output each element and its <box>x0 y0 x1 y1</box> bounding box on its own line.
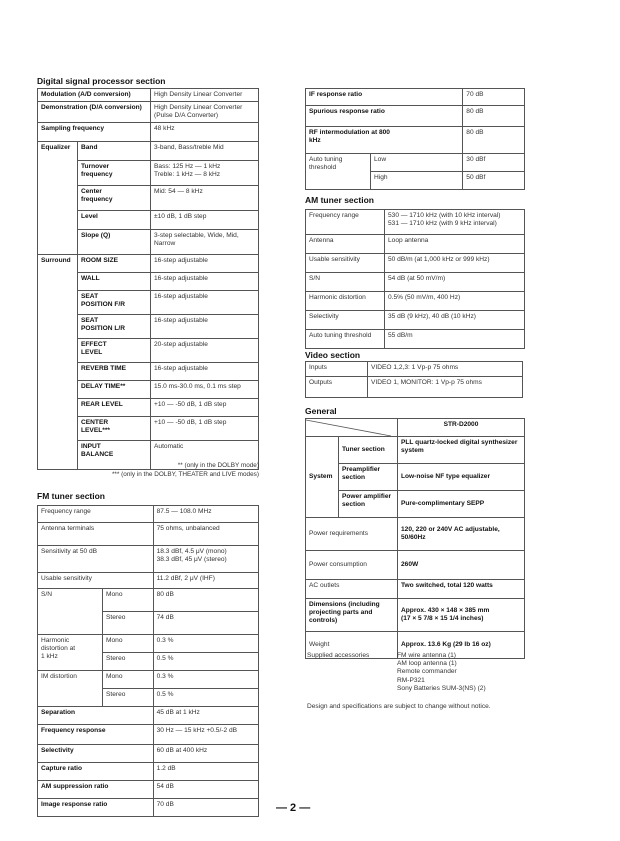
spec-value: 80 dB <box>463 127 525 154</box>
spec-value: 80 dB <box>463 106 525 127</box>
spec-label: Demonstration (D/A conversion) <box>38 101 151 122</box>
table-row <box>306 551 525 580</box>
spec-label: Slope (Q) <box>78 229 151 254</box>
spec-value: High Density Linear Converter <box>151 89 259 102</box>
spec-label: Outputs <box>306 377 368 398</box>
spec-label: Power consumption <box>306 551 398 580</box>
spec-value: 60 dB at 400 kHz <box>153 745 258 763</box>
table-row <box>38 523 259 546</box>
spec-label: Power requirements <box>306 518 398 551</box>
spec-label: Sampling frequency <box>38 122 151 141</box>
spec-value: 30 Hz — 15 kHz +0.5/-2 dB <box>153 725 258 745</box>
spec-label: REVERB TIME <box>78 362 151 380</box>
spec-value: 16-step adjustable <box>151 362 259 380</box>
spec-label: Usable sensitivity <box>38 573 154 589</box>
spec-group-label: System <box>306 437 339 518</box>
table-row <box>38 89 259 102</box>
spec-label: S/N <box>306 273 385 292</box>
spec-label: Capture ratio <box>38 763 154 781</box>
spec-value: 3-band, Bass/treble Mid <box>151 141 259 160</box>
spec-value: 45 dB at 1 kHz <box>153 707 258 725</box>
accessories-list: FM wire antenna (1) AM loop antenna (1) Remote commander RM-P321 Sony Batteries SUM-3(NS) (2) <box>397 652 486 692</box>
table-row <box>306 437 525 464</box>
spec-label: Center frequency <box>78 185 151 210</box>
dsp-spec-table <box>37 88 259 470</box>
spec-value: 0.3 % <box>153 671 258 689</box>
fm-continued-table <box>305 88 525 190</box>
spec-value: 20-step adjustable <box>151 338 259 362</box>
spec-label: IF response ratio <box>306 89 463 106</box>
spec-value: VIDEO 1, MONITOR: 1 Vp-p 75 ohms <box>368 377 523 398</box>
table-row <box>306 518 525 551</box>
spec-label: Harmonic distortion <box>306 292 385 311</box>
table-row <box>306 464 525 491</box>
spec-group-label: Surround <box>38 254 78 469</box>
spec-value: 50 dB/m (at 1,000 kHz or 999 kHz) <box>385 254 525 273</box>
spec-value: 16-step adjustable <box>151 314 259 338</box>
spec-value: PLL quartz-locked digital synthesizer system <box>398 437 525 464</box>
spec-label: Turnover frequency <box>78 160 151 185</box>
spec-value: 530 — 1710 kHz (with 10 kHz interval) 531 — 1710 kHz (with 9 kHz interval) <box>385 210 525 235</box>
spec-label: Band <box>78 141 151 160</box>
table-row <box>306 106 525 127</box>
spec-label: REAR LEVEL <box>78 398 151 416</box>
table-row <box>306 580 525 599</box>
spec-value: VIDEO 1,2,3: 1 Vp-p 75 ohms <box>368 362 523 377</box>
table-row <box>38 635 259 653</box>
table-row <box>306 292 525 311</box>
am-section-title: AM tuner section <box>305 195 374 205</box>
spec-label: EFFECT LEVEL <box>78 338 151 362</box>
spec-sublabel: Stereo <box>103 612 154 635</box>
spec-value: 11.2 dBf, 2 μV (IHF) <box>153 573 258 589</box>
spec-value: 80 dB <box>153 589 258 612</box>
spec-value: 75 ohms, unbalanced <box>153 523 258 546</box>
general-section-title: General <box>305 406 337 416</box>
table-row <box>306 311 525 330</box>
spec-label: Image response ratio <box>38 799 154 817</box>
disclaimer: Design and specifications are subject to change without notice. <box>307 703 491 710</box>
spec-sublabel: Stereo <box>103 653 154 671</box>
spec-label: Antenna terminals <box>38 523 154 546</box>
table-row <box>38 506 259 523</box>
spec-label: Modulation (A/D conversion) <box>38 89 151 102</box>
spec-label: Tuner section <box>339 437 398 464</box>
spec-label: Usable sensitivity <box>306 254 385 273</box>
spec-label: Auto tuning threshold <box>306 154 371 190</box>
spec-value: 48 kHz <box>151 122 259 141</box>
spec-value: Mid: 54 — 8 kHz <box>151 185 259 210</box>
spec-value: Pure-complimentary SEPP <box>398 491 525 518</box>
table-row <box>38 141 259 160</box>
table-row <box>38 122 259 141</box>
spec-sublabel: Mono <box>103 635 154 653</box>
spec-value: 0.5 % <box>153 653 258 671</box>
dsp-section-title: Digital signal processor section <box>37 76 166 86</box>
table-row <box>306 210 525 235</box>
spec-label: Harmonic distortion at 1 kHz <box>38 635 103 671</box>
spec-value: 260W <box>398 551 525 580</box>
spec-value: 87.5 — 108.0 MHz <box>153 506 258 523</box>
spec-label: Spurious response ratio <box>306 106 463 127</box>
spec-label: Inputs <box>306 362 368 377</box>
spec-sublabel: High <box>371 172 463 190</box>
spec-label: INPUT BALANCE <box>78 440 151 469</box>
spec-value: Loop antenna <box>385 235 525 254</box>
spec-label: CENTER LEVEL*** <box>78 416 151 440</box>
spec-value: 0.5% (50 mV/m, 400 Hz) <box>385 292 525 311</box>
video-section-title: Video section <box>305 350 361 360</box>
model-name: STR-D2000 <box>398 419 525 437</box>
spec-label: Frequency range <box>306 210 385 235</box>
spec-label: RF intermodulation at 800 kHz <box>306 127 463 154</box>
table-row <box>306 89 525 106</box>
spec-value: 0.3 % <box>153 635 258 653</box>
spec-label: Dimensions (including projecting parts and controls) <box>306 599 398 632</box>
video-spec-table <box>305 361 523 398</box>
spec-value: +10 — -50 dB, 1 dB step <box>151 398 259 416</box>
table-row <box>38 725 259 745</box>
corner-cell <box>306 419 398 437</box>
table-row <box>38 745 259 763</box>
spec-label: Frequency response <box>38 725 154 745</box>
table-row <box>306 491 525 518</box>
table-row <box>306 362 523 377</box>
table-row <box>38 589 259 612</box>
table-row <box>306 330 525 349</box>
table-row <box>306 154 525 172</box>
spec-label: S/N <box>38 589 103 635</box>
spec-value: 50 dBf <box>463 172 525 190</box>
spec-value: 120, 220 or 240V AC adjustable, 50/60Hz <box>398 518 525 551</box>
table-row <box>38 781 259 799</box>
table-row <box>38 101 259 122</box>
table-row <box>306 254 525 273</box>
spec-value: Approx. 13.6 Kg (29 lb 16 oz) <box>398 632 525 659</box>
spec-label: Sensitivity at 50 dB <box>38 546 154 573</box>
spec-value: +10 — -50 dB, 1 dB step <box>151 416 259 440</box>
spec-value: 18.3 dBf, 4.5 μV (mono) 38.3 dBf, 45 μV (stereo) <box>153 546 258 573</box>
table-row <box>38 546 259 573</box>
page-number: — 2 — <box>276 802 311 814</box>
spec-value: 35 dB (9 kHz), 40 dB (10 kHz) <box>385 311 525 330</box>
footnote: *** (only in the DOLBY, THEATER and LIVE modes) <box>111 471 259 478</box>
spec-label: Auto tuning threshold <box>306 330 385 349</box>
spec-value: Bass: 125 Hz — 1 kHz Treble: 1 kHz — 8 kHz <box>151 160 259 185</box>
spec-value: 70 dB <box>463 89 525 106</box>
table-row <box>306 273 525 292</box>
spec-value: High Density Linear Converter (Pulse D/A Converter) <box>151 101 259 122</box>
spec-value: 74 dB <box>153 612 258 635</box>
fm-section-title: FM tuner section <box>37 491 106 501</box>
spec-value: Low-noise NF type equalizer <box>398 464 525 491</box>
spec-value: 54 dB (at 50 mV/m) <box>385 273 525 292</box>
spec-label: DELAY TIME** <box>78 380 151 398</box>
spec-label: AC outlets <box>306 580 398 599</box>
table-row <box>306 419 525 437</box>
spec-label: Antenna <box>306 235 385 254</box>
spec-label: Separation <box>38 707 154 725</box>
spec-value: 30 dBf <box>463 154 525 172</box>
spec-value: Approx. 430 × 148 × 385 mm (17 × 5 7/8 × 15 1/4 inches) <box>398 599 525 632</box>
spec-label: Power amplifier section <box>339 491 398 518</box>
table-row <box>306 235 525 254</box>
spec-label: IM distortion <box>38 671 103 707</box>
spec-label: Frequency range <box>38 506 154 523</box>
spec-sublabel: Stereo <box>103 689 154 707</box>
table-row <box>38 707 259 725</box>
general-spec-table <box>305 418 525 659</box>
spec-label: Level <box>78 210 151 229</box>
spec-label: SEAT POSITION F/R <box>78 290 151 314</box>
spec-value: 54 dB <box>153 781 258 799</box>
spec-value: 3-step selectable, Wide, Mid, Narrow <box>151 229 259 254</box>
spec-group-label: Equalizer <box>38 141 78 254</box>
spec-sublabel: Low <box>371 154 463 172</box>
table-row <box>306 377 523 398</box>
footnote: ** (only in the DOLBY mode) <box>177 462 259 469</box>
spec-value: 16-step adjustable <box>151 290 259 314</box>
table-row <box>38 573 259 589</box>
am-spec-table <box>305 209 525 349</box>
spec-label: Selectivity <box>306 311 385 330</box>
fm-spec-table <box>37 505 259 817</box>
spec-value: ±10 dB, 1 dB step <box>151 210 259 229</box>
spec-value: 55 dB/m <box>385 330 525 349</box>
table-row <box>38 671 259 689</box>
spec-sublabel: Mono <box>103 671 154 689</box>
table-row <box>306 599 525 632</box>
spec-value: 0.5 % <box>153 689 258 707</box>
accessories-label: Supplied accessories <box>307 652 370 659</box>
spec-label: Preamplifier section <box>339 464 398 491</box>
spec-value: 16-step adjustable <box>151 254 259 272</box>
spec-value: 16-step adjustable <box>151 272 259 290</box>
spec-value: Two switched, total 120 watts <box>398 580 525 599</box>
table-row <box>306 127 525 154</box>
spec-label: SEAT POSITION L/R <box>78 314 151 338</box>
table-row <box>38 763 259 781</box>
spec-label: ROOM SIZE <box>78 254 151 272</box>
table-row <box>38 799 259 817</box>
spec-label: Selectivity <box>38 745 154 763</box>
spec-label: Weight <box>306 632 398 659</box>
spec-value: 1.2 dB <box>153 763 258 781</box>
spec-label: AM suppression ratio <box>38 781 154 799</box>
spec-sublabel: Mono <box>103 589 154 612</box>
spec-label: WALL <box>78 272 151 290</box>
spec-value: 15.0 ms-30.0 ms, 0.1 ms step <box>151 380 259 398</box>
table-row <box>38 254 259 272</box>
spec-value: 70 dB <box>153 799 258 817</box>
spec-value: Automatic <box>151 440 259 469</box>
